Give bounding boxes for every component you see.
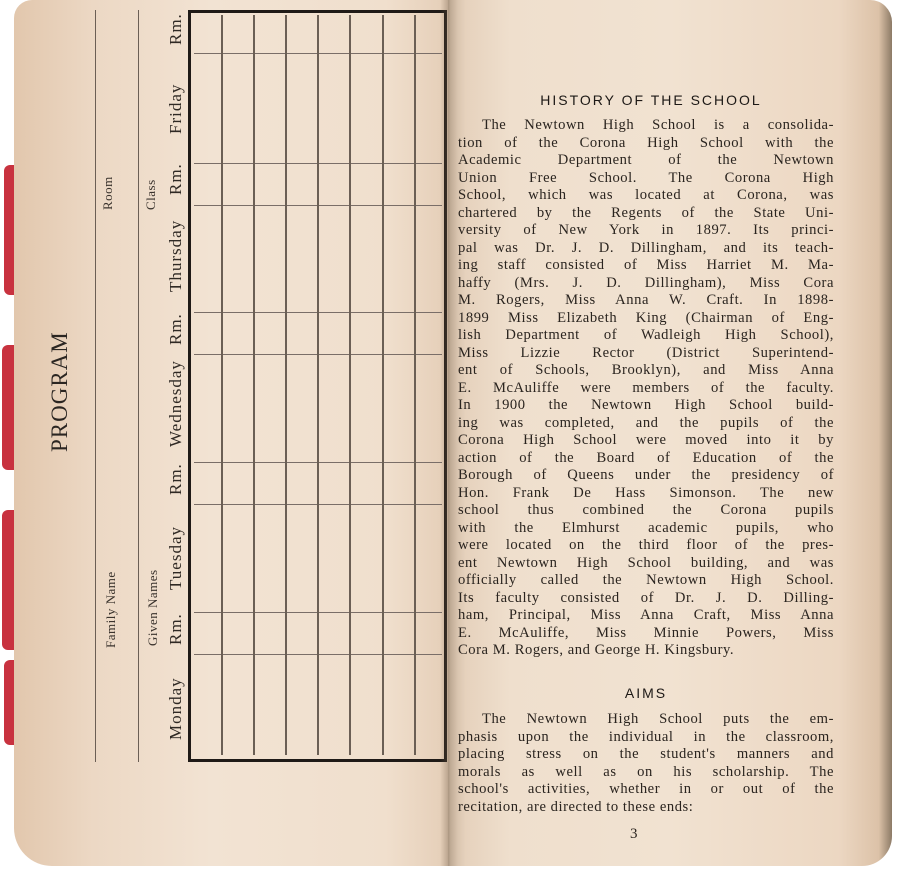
book-spine-shadow: [440, 0, 458, 866]
text-line: E. McAuliffe, Miss Minnie Powers, Miss: [458, 624, 834, 641]
room-label-tuesday: Rm.: [166, 463, 185, 495]
day-label-friday: Friday: [166, 83, 185, 134]
text-line: The Newtown High School is a consolida-: [482, 117, 834, 133]
column-divider: [382, 15, 384, 755]
column-divider: [414, 15, 416, 755]
text-line: In 1900 the Newtown High School build-: [458, 397, 834, 413]
text-line: ham, Principal, Miss Anna Craft, Miss Anna: [458, 607, 834, 623]
given-names-label: Given Names: [145, 569, 160, 646]
day-label-thursday: Thursday: [166, 219, 185, 292]
room-label-monday: Rm.: [166, 613, 185, 645]
page-number: 3: [630, 826, 638, 842]
text-line: Miss Lizzie Rector (District Superintend-: [458, 344, 834, 361]
text-line: E. McAuliffe were members of the faculty.: [458, 379, 834, 396]
text-line: Borough of Queens under the presidency of: [458, 467, 834, 483]
text-line: recitation, are directed to these ends:: [458, 798, 694, 815]
text-line: School, which was located at Corona, was: [458, 187, 834, 203]
text-line: phasis upon the individual in the classroom,: [458, 728, 834, 745]
text-line: Union Free School. The Corona High: [458, 169, 834, 186]
day-label-tuesday: Tuesday: [166, 526, 185, 590]
column-divider: [349, 15, 351, 755]
text-line: M. Rogers, Miss Anna W. Craft. In 1898-: [458, 292, 834, 308]
family-name-label: Family Name: [103, 571, 118, 648]
program-title: PROGRAM: [47, 331, 72, 452]
text-line: Academic Department of the Newtown: [458, 152, 834, 168]
text-line: ing staff consisted of Miss Harriet M. Ma-: [458, 257, 834, 273]
family-name-line: [95, 10, 96, 762]
text-line: tion of the Corona High School with the: [458, 134, 834, 151]
history-heading: HISTORY OF THE SCHOOL: [540, 92, 762, 108]
text-line: Corona High School were moved into it by: [458, 432, 834, 448]
text-line: lish Department of Wadleigh High School),: [458, 327, 834, 343]
grid-border: [188, 10, 191, 762]
text-line: with the Elmhurst academic pupils, who: [458, 519, 834, 536]
text-line: Cora M. Rogers, and George H. Kingsbury.: [458, 642, 735, 658]
schedule-grid: [188, 10, 448, 762]
room-label: Room: [100, 176, 115, 210]
day-label-monday: Monday: [166, 677, 185, 740]
text-line: 1899 Miss Elizabeth King (Chairman of Eng-: [458, 309, 834, 326]
room-label-wednesday: Rm.: [166, 313, 185, 345]
text-line: school thus combined the Corona pupils: [458, 502, 834, 518]
aims-heading: AIMS: [624, 685, 668, 701]
text-line: The Newtown High School puts the em-: [482, 711, 834, 727]
text-line: Its faculty consisted of Dr. J. D. Dilling-: [458, 589, 834, 606]
text-line: versity of New York in 1897. Its princi-: [458, 222, 834, 238]
grid-border: [188, 10, 447, 13]
grid-border: [188, 759, 447, 762]
column-divider: [285, 15, 287, 755]
aims-paragraph: [458, 711, 834, 816]
text-line: action of the Board of Education of the: [458, 449, 834, 466]
text-line: school's activities, whether in or out of the: [458, 781, 834, 797]
given-names-line: [138, 10, 139, 762]
text-line: morals as well as on his scholarship. The: [458, 763, 834, 780]
text-line: placing stress on the student's manners and: [458, 746, 834, 762]
column-divider: [221, 15, 223, 755]
column-divider: [253, 15, 255, 755]
text-line: pal was Dr. J. D. Dillingham, and its teach-: [458, 239, 834, 256]
text-line: ent Newtown High School building, and was: [458, 554, 834, 571]
class-label: Class: [143, 179, 158, 210]
text-line: officially called the Newtown High School.: [458, 572, 834, 588]
history-paragraph: [458, 117, 834, 660]
text-line: ent of Schools, Brooklyn), and Miss Anna: [458, 362, 834, 378]
room-label-friday: Rm.: [166, 13, 185, 45]
text-line: chartered by the Regents of the State Uni-: [458, 204, 834, 221]
text-line: Hon. Frank De Hass Simonson. The new: [458, 484, 834, 501]
text-line: were located on the third floor of the pres-: [458, 537, 834, 553]
day-label-wednesday: Wednesday: [166, 360, 185, 447]
column-divider: [317, 15, 319, 755]
text-line: ing was completed, and the pupils of the: [458, 414, 834, 431]
text-line: haffy (Mrs. J. D. Dillingham), Miss Cora: [458, 274, 834, 291]
room-label-thursday: Rm.: [166, 163, 185, 195]
